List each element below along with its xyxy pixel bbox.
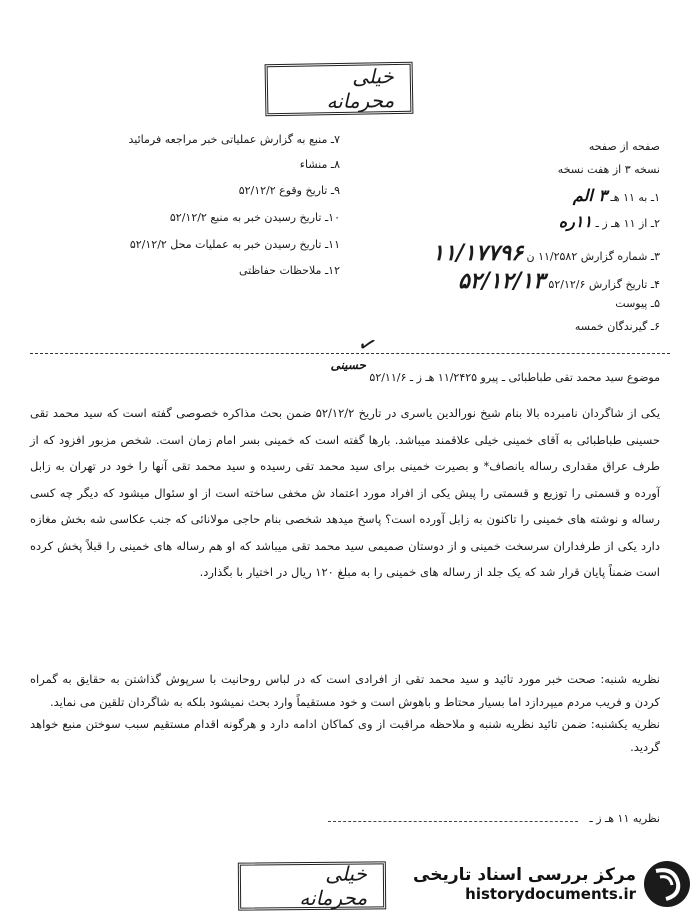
attachment-line: ۵ـ پیوست <box>615 297 660 310</box>
from-label: ۲ـ از ۱۱ هـ ز ـ <box>595 217 660 230</box>
from-line <box>360 212 660 231</box>
security-notes-line: ۱۲ـ ملاحظات حفاظتی <box>239 264 340 277</box>
report-date-handwritten: ۵۲/۱۲/۱۳ <box>457 268 545 294</box>
analysis-saturday: نظریه شنبه: صحت خبر مورد تائید و سید محمد تقی از افرادی است که در لباس روحانیت با سرپوش گذاشتن به حقایق به گمراه کردن و فریب مردم میپردازد اما بسیار محتاط و باهوش است و خود مستقیماً وارد بحث نمیشود بلکه به شاگردان تلقین می نماید. <box>30 672 660 709</box>
watermark-title: مرکز بررسی اسناد تاریخی <box>413 865 636 885</box>
watermark-url: historydocuments.ir <box>465 885 636 903</box>
to-label: ۱ـ به ۱۱ هـ <box>610 191 660 204</box>
to-line <box>360 186 660 205</box>
report-number-handwritten: ۱۱/۱۷۷۹۶ <box>432 240 524 266</box>
report-date-line <box>360 268 660 294</box>
recipients-line: ۶ـ گیرندگان خمسه <box>574 320 660 333</box>
subject-text: موضوع سید محمد تقی طباطبائی ـ پیرو ۱۱/۲۴۲۵ هـ ز ـ ۵۲/۱۱/۶ <box>369 371 660 384</box>
classification-stamp-bottom: خیلی محرمانه <box>238 861 386 910</box>
report-number-line <box>360 240 660 266</box>
subject-handwritten-note: حسینی <box>330 358 366 372</box>
analysis-sunday: نظریه یکشنبه: ضمن تائید نظریه شنبه و ملاحظه مراقبت از وی کماکان ادامه دارد و هرگونه اقدام مستقیم سبب سوختن منبع خواهد گردید. <box>30 717 660 754</box>
archive-logo-icon <box>644 861 690 907</box>
section-divider <box>30 353 670 354</box>
analysis-section <box>30 668 660 758</box>
footer-signature-scribble <box>328 821 578 822</box>
origin-line: ۸ـ منشاء <box>299 158 340 171</box>
scribble-mark: ✓ <box>354 330 381 361</box>
page-number-line: صفحه از صفحه <box>588 140 660 153</box>
from-handwritten: ۱۱ره <box>558 212 593 231</box>
report-date-label: ۴ـ تاریخ گزارش ۵۲/۱۲/۶ <box>548 278 660 291</box>
footer-opinion-line <box>20 812 660 825</box>
subject-line <box>20 358 660 384</box>
report-number-label: ۳ـ شماره گزارش ۱۱/۲۵۸۲ ن <box>526 250 660 263</box>
source-receipt-date-line: ۱۰ـ تاریخ رسیدن خبر به منبع ۵۲/۱۲/۲ <box>169 211 340 224</box>
to-handwritten: ۳ الم <box>572 186 608 205</box>
ops-receipt-date-line: ۱۱ـ تاریخ رسیدن خبر به عملیات محل ۵۲/۱۲/۲ <box>129 238 340 251</box>
copy-number-line: نسخه ۳ از هفت نسخه <box>557 163 660 176</box>
footer-label: نظریه ۱۱ هـ ز ـ <box>589 812 660 825</box>
archive-watermark <box>410 856 690 912</box>
occurrence-date-line: ۹ـ تاریخ وقوع ۵۲/۱۲/۲ <box>238 184 340 197</box>
classification-stamp-top: خیلی محرمانه <box>265 62 414 117</box>
source-line: ۷ـ منبع به گزارش عملیاتی خبر مراجعه فرمائید <box>128 133 340 146</box>
report-body: یکی از شاگردان نامبرده بالا بنام شیخ نورالدین یاسری در تاریخ ۵۲/۱۲/۲ ضمن بحث مذاکره خصوصی گفته است که سید محمد تقی حسینی طباطبائی به آقای خمینی خیلی علاقمند میباشد. بارها گفته است که خمینی بسر امام زمان است. شخص مزبور افزود که از طرف عراق مقداری رساله یانصاف* و بصیرت خمینی برای سید محمد تقی رسیده و سید محمد تقی آنها را خود در تهران به زابل آورده و قسمتی را توزیع و قسمتی را پیش یکی از افراد مورد اعتماد ش مخفی ساخته است از او سئوال میشود که دیگر چه کسی رساله و نوشته های خمینی را تاکنون به زابل آورده است؟ پاسخ میدهد شخصی بنام حاجی مولانائی که جنب عکاسی شه بخش مغازه دارد یکی از طرفداران سرسخت خمینی و از دوستان صمیمی سید محمد تقی میباشد که او هم رساله های خمینی را قبلاً پخش کرده است ضمناً پایان قرار شد که یک جلد از رساله های خمینی را به مبلغ ۱۲۰ ریال در اختیار با بگذارد. <box>30 406 661 579</box>
